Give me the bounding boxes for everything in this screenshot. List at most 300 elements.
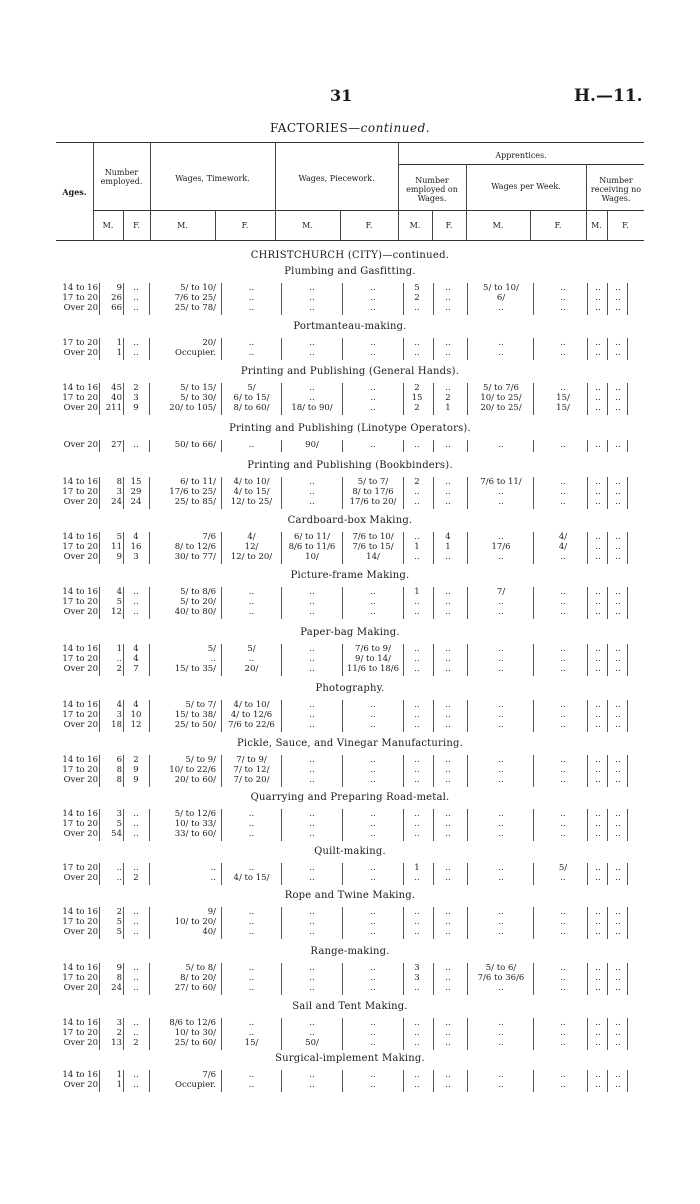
wages-week-f-cell: .. [560, 720, 566, 730]
piecework-m-cell: .. [309, 963, 315, 973]
column-rule [587, 477, 588, 509]
column-rule [607, 1018, 608, 1050]
timework-f-cell: .. [248, 338, 255, 348]
piecework-m-cell: .. [309, 973, 315, 983]
column-rule [587, 644, 588, 676]
column-rule [533, 863, 534, 885]
wages-week-f-cell: .. [560, 338, 566, 348]
age-cell: 17 to 20 [62, 765, 98, 775]
column-rule [403, 283, 404, 315]
no-wages-m-cell: .. [595, 1018, 601, 1028]
employed-f-cell: .. [133, 303, 139, 313]
column-rule [149, 283, 150, 315]
wages-week-f-cell: .. [560, 1018, 566, 1028]
column-rule [403, 440, 404, 452]
column-rule [281, 1018, 282, 1050]
piecework-m-cell: .. [309, 1080, 315, 1090]
piecework-m-cell: 6/ to 11/ [294, 532, 330, 542]
apprentice-f-cell: .. [445, 863, 451, 873]
column-rule [467, 477, 468, 509]
no-wages-f-cell: .. [615, 1018, 621, 1028]
column-rule [533, 907, 534, 939]
apprentice-f-cell: .. [445, 497, 451, 507]
timework-f-cell: .. [248, 1018, 255, 1028]
piecework-f-cell: .. [370, 607, 376, 617]
age-cell: 17 to 20 [62, 710, 98, 720]
column-rule [281, 755, 282, 787]
column-rule [221, 532, 222, 564]
wages-week-m-cell: .. [498, 720, 504, 730]
piecework-f-cell: 7/6 to 9/ [355, 644, 391, 654]
employed-f-cell: .. [133, 809, 139, 819]
column-rule [533, 283, 534, 315]
header-f: F. [133, 221, 140, 230]
no-wages-m-cell: .. [595, 775, 601, 785]
apprentice-f-cell: 1 [445, 542, 451, 552]
mf-rule [93, 210, 644, 211]
wages-week-m-cell: .. [498, 487, 504, 497]
column-rule [281, 532, 282, 564]
piecework-f-cell: .. [370, 293, 376, 303]
timework-m-cell: 20/ [202, 338, 216, 348]
wages-week-m-cell: .. [498, 532, 504, 542]
header-m: M. [591, 221, 602, 230]
employed-m-cell: 211 [105, 403, 122, 413]
wages-week-f-cell: .. [560, 1038, 566, 1048]
age-cell: 14 to 16 [62, 1018, 98, 1028]
title-continued: continued. [360, 121, 431, 135]
piecework-f-cell: .. [370, 907, 376, 917]
no-wages-f-cell: .. [615, 552, 621, 562]
piecework-m-cell: 10/ [305, 552, 319, 562]
age-cell: Over 20 [63, 440, 98, 450]
employed-m-cell: 8 [116, 477, 122, 487]
employed-f-cell: .. [133, 963, 139, 973]
apprentice-f-cell: .. [445, 1080, 451, 1090]
piecework-m-cell: .. [309, 664, 315, 674]
employed-m-cell: 3 [116, 809, 122, 819]
piecework-f-cell: .. [370, 700, 376, 710]
header-number-employed: Number employed. [100, 168, 143, 186]
employed-m-cell: 5 [116, 917, 122, 927]
employed-m-cell: 2 [116, 907, 122, 917]
no-wages-m-cell: .. [595, 403, 601, 413]
table-row [0, 983, 700, 994]
timework-m-cell: .. [210, 863, 216, 873]
piecework-m-cell: .. [309, 829, 315, 839]
piecework-f-cell: .. [370, 927, 376, 937]
column-rule [533, 532, 534, 564]
piecework-f-cell: .. [370, 440, 376, 450]
piecework-f-cell: .. [370, 863, 376, 873]
column-rule [99, 1018, 100, 1050]
employed-m-cell: 66 [111, 303, 122, 313]
no-wages-f-cell: .. [615, 873, 621, 883]
column-rule [149, 338, 150, 360]
employed-m-cell: 12 [111, 607, 122, 617]
column-rule [587, 338, 588, 360]
timework-f-cell: 7/ to 12/ [233, 765, 270, 775]
section-title: Cardboard-box Making. [287, 515, 413, 526]
wages-week-f-cell: .. [560, 664, 566, 674]
column-rule [433, 963, 434, 995]
wages-week-m-cell: .. [498, 755, 504, 765]
age-cell: 17 to 20 [62, 654, 98, 664]
piecework-f-cell: .. [370, 775, 376, 785]
column-rule [99, 283, 100, 315]
piecework-m-cell: .. [309, 283, 315, 293]
column-rule [99, 1070, 100, 1092]
employed-f-cell: .. [133, 1080, 139, 1090]
column-rule [123, 587, 124, 619]
no-wages-m-cell: .. [595, 755, 601, 765]
column-rule [342, 477, 343, 509]
column-rule [123, 809, 124, 841]
column-rule [123, 863, 124, 885]
age-cell: Over 20 [63, 1038, 98, 1048]
timework-f-cell: 5/ [247, 383, 256, 393]
timework-f-cell: 15/ [244, 1038, 259, 1048]
no-wages-f-cell: .. [615, 283, 621, 293]
piecework-f-cell: .. [370, 1018, 376, 1028]
header-apprentices: Apprentices. [495, 151, 547, 160]
no-wages-m-cell: .. [595, 829, 601, 839]
employed-m-cell: 26 [111, 293, 122, 303]
apprentice-f-cell: .. [445, 607, 451, 617]
wages-week-f-cell: .. [560, 765, 566, 775]
apprentice-f-cell: .. [445, 664, 451, 674]
piecework-m-cell: .. [309, 873, 315, 883]
column-rule [221, 1018, 222, 1050]
column-rule [467, 755, 468, 787]
timework-f-cell: .. [248, 927, 255, 937]
column-rule [342, 755, 343, 787]
employed-f-cell: .. [133, 293, 139, 303]
no-wages-m-cell: .. [595, 644, 601, 654]
column-rule [149, 644, 150, 676]
no-wages-m-cell: .. [595, 907, 601, 917]
piecework-m-cell: .. [309, 1028, 315, 1038]
apprentice-f-cell: .. [445, 755, 451, 765]
timework-m-cell: 5/ to 12/6 [174, 809, 216, 819]
wages-week-f-cell: .. [560, 440, 566, 450]
header-bottom-rule [56, 240, 644, 241]
age-cell: 17 to 20 [62, 597, 98, 607]
column-rule [342, 587, 343, 619]
timework-f-cell: 4/ to 15/ [233, 487, 270, 497]
wages-week-m-cell: .. [498, 829, 504, 839]
piecework-m-cell: .. [309, 383, 315, 393]
employed-f-cell: .. [133, 348, 139, 358]
employed-m-cell: .. [116, 873, 122, 883]
apprentice-m-cell: 2 [414, 403, 420, 413]
apprentice-m-cell: .. [414, 1080, 420, 1090]
no-wages-f-cell: .. [615, 819, 621, 829]
employed-m-cell: 5 [116, 819, 122, 829]
no-wages-f-cell: .. [615, 654, 621, 664]
column-rule [342, 700, 343, 732]
header-top-rule [56, 142, 644, 143]
apprentice-m-cell: .. [414, 809, 420, 819]
table-row [0, 1038, 700, 1049]
piecework-m-cell: .. [309, 819, 315, 829]
apprentice-m-cell: .. [414, 552, 420, 562]
no-wages-m-cell: .. [595, 477, 601, 487]
column-rule [467, 383, 468, 415]
column-rule [221, 963, 222, 995]
apprentice-f-cell: .. [445, 765, 451, 775]
timework-m-cell: 8/6 to 12/6 [169, 1018, 216, 1028]
employed-m-cell: 3 [116, 1018, 122, 1028]
age-cell: 14 to 16 [62, 477, 98, 487]
column-rule [587, 532, 588, 564]
timework-m-cell: 5/ [207, 644, 216, 654]
piecework-f-cell: .. [370, 303, 376, 313]
wages-week-m-cell: .. [498, 907, 504, 917]
employed-f-cell: 3 [133, 393, 139, 403]
apprentice-m-cell: .. [414, 532, 420, 542]
apprentice-f-cell: .. [445, 348, 451, 358]
piecework-f-cell: .. [370, 710, 376, 720]
column-rule [123, 283, 124, 315]
column-rule [281, 1070, 282, 1092]
piecework-m-cell: .. [309, 775, 315, 785]
employed-m-cell: 6 [116, 755, 122, 765]
no-wages-m-cell: .. [595, 283, 601, 293]
table-row [0, 497, 700, 508]
no-wages-f-cell: .. [615, 809, 621, 819]
column-rule [149, 700, 150, 732]
column-rule [149, 383, 150, 415]
piecework-m-cell: .. [309, 497, 315, 507]
column-rule [607, 477, 608, 509]
column-rule [123, 338, 124, 360]
apprentice-m-cell: 1 [414, 542, 420, 552]
column-rule [467, 809, 468, 841]
column-rule [342, 338, 343, 360]
wages-week-f-cell: .. [560, 700, 566, 710]
timework-f-cell: 8/ to 60/ [233, 403, 270, 413]
employed-f-cell: 4 [133, 700, 139, 710]
column-rule [587, 863, 588, 885]
column-rule [342, 809, 343, 841]
column-rule [403, 907, 404, 939]
column-rule [149, 809, 150, 841]
section-title: Printing and Publishing (Linotype Operators). [229, 423, 471, 434]
header-f: F. [241, 221, 249, 230]
apprentice-m-cell: .. [414, 720, 420, 730]
column-rule [587, 587, 588, 619]
no-wages-m-cell: .. [595, 983, 601, 993]
column-rule [149, 907, 150, 939]
column-rule [587, 907, 588, 939]
apprentice-f-cell: .. [445, 338, 451, 348]
timework-f-cell: 4/ to 10/ [233, 700, 270, 710]
age-cell: 17 to 20 [62, 338, 98, 348]
column-rule [149, 532, 150, 564]
employed-f-cell: 15 [130, 477, 142, 487]
piecework-f-cell: .. [370, 1028, 376, 1038]
column-rule [281, 477, 282, 509]
wages-week-m-cell: 7/6 to 11/ [480, 477, 522, 487]
timework-m-cell: 5/ to 30/ [180, 393, 216, 403]
column-rule [627, 755, 628, 787]
no-wages-m-cell: .. [595, 587, 601, 597]
column-rule [281, 907, 282, 939]
column-rule [627, 963, 628, 995]
apprentice-f-cell: .. [445, 907, 451, 917]
timework-f-cell: 12/ [244, 542, 259, 552]
section-title: Rope and Twine Making. [284, 890, 416, 901]
apprentice-f-cell: .. [445, 440, 451, 450]
no-wages-f-cell: .. [615, 1038, 621, 1048]
no-wages-m-cell: .. [595, 700, 601, 710]
no-wages-m-cell: .. [595, 973, 601, 983]
age-cell: 17 to 20 [62, 393, 98, 403]
piecework-f-cell: 11/6 to 18/6 [346, 664, 400, 674]
wages-week-m-cell: .. [498, 644, 504, 654]
column-rule [433, 477, 434, 509]
apprentice-f-cell: .. [445, 654, 451, 664]
timework-m-cell: 7/6 [202, 532, 216, 542]
column-rule [433, 907, 434, 939]
no-wages-f-cell: .. [615, 293, 621, 303]
column-rule [99, 644, 100, 676]
timework-m-cell: 10/ to 30/ [174, 1028, 216, 1038]
apprentice-f-cell: .. [445, 1070, 451, 1080]
column-rule [467, 532, 468, 564]
column-rule [627, 587, 628, 619]
column-rule [403, 700, 404, 732]
timework-f-cell: .. [248, 1070, 255, 1080]
age-cell: 14 to 16 [62, 283, 98, 293]
wages-week-f-cell: .. [560, 907, 566, 917]
apprentice-f-cell: .. [445, 487, 451, 497]
piecework-f-cell: .. [370, 393, 376, 403]
no-wages-m-cell: .. [595, 765, 601, 775]
timework-f-cell: 7/ to 20/ [233, 775, 270, 785]
column-rule [99, 755, 100, 787]
timework-f-cell: .. [248, 973, 255, 983]
piecework-f-cell: .. [370, 587, 376, 597]
timework-m-cell: .. [210, 654, 216, 664]
column-rule [433, 755, 434, 787]
no-wages-f-cell: .. [615, 597, 621, 607]
employed-m-cell: 4 [116, 587, 122, 597]
timework-m-cell: 40/ [202, 927, 216, 937]
no-wages-f-cell: .. [615, 829, 621, 839]
column-rule [467, 907, 468, 939]
piecework-m-cell: .. [309, 654, 315, 664]
age-cell: Over 20 [63, 829, 98, 839]
wages-week-f-cell: .. [560, 654, 566, 664]
column-rule [281, 700, 282, 732]
employed-f-cell: .. [133, 983, 139, 993]
no-wages-f-cell: .. [615, 775, 621, 785]
apprentice-m-cell: .. [414, 700, 420, 710]
column-rule [99, 440, 100, 452]
timework-m-cell: 30/ to 77/ [174, 552, 216, 562]
employed-m-cell: .. [116, 654, 122, 664]
no-wages-f-cell: .. [615, 348, 621, 358]
timework-m-cell: 27/ to 60/ [174, 983, 216, 993]
no-wages-f-cell: .. [615, 487, 621, 497]
employed-f-cell: .. [133, 587, 139, 597]
employed-m-cell: 3 [116, 487, 122, 497]
column-rule [403, 644, 404, 676]
column-rule [221, 863, 222, 885]
apprentice-m-cell: .. [414, 819, 420, 829]
column-rule [403, 809, 404, 841]
timework-f-cell: .. [248, 654, 255, 664]
employed-f-cell: .. [133, 1028, 139, 1038]
wages-week-f-cell: 5/ [558, 863, 568, 873]
table-row [0, 440, 700, 451]
piecework-f-cell: .. [370, 819, 376, 829]
employed-f-cell: 10 [130, 710, 142, 720]
section-title: Sail and Tent Making. [292, 1001, 408, 1012]
section-title: Printing and Publishing (General Hands). [240, 366, 460, 377]
wages-week-m-cell: 6/ [496, 293, 506, 303]
header-f: F. [622, 221, 629, 230]
no-wages-f-cell: .. [615, 497, 621, 507]
employed-f-cell: .. [133, 338, 139, 348]
no-wages-f-cell: .. [615, 963, 621, 973]
column-rule [467, 863, 468, 885]
column-rule [627, 644, 628, 676]
timework-m-cell: 5/ to 20/ [180, 597, 216, 607]
column-rule [123, 383, 124, 415]
no-wages-m-cell: .. [595, 1080, 601, 1090]
header-m: M. [409, 221, 421, 230]
wages-week-m-cell: .. [498, 664, 504, 674]
apprentice-m-cell: .. [414, 829, 420, 839]
column-rule [342, 383, 343, 415]
age-cell: Over 20 [63, 873, 98, 883]
column-rule [627, 700, 628, 732]
apprentice-m-cell: .. [414, 497, 420, 507]
employed-f-cell: .. [133, 819, 139, 829]
no-wages-f-cell: .. [615, 477, 621, 487]
age-cell: 17 to 20 [62, 917, 98, 927]
age-cell: 14 to 16 [62, 383, 98, 393]
column-rule [342, 440, 343, 452]
employed-m-cell: 27 [111, 440, 122, 450]
column-rule [433, 338, 434, 360]
apprentice-f-cell: .. [445, 587, 451, 597]
apprentice-f-cell: .. [445, 829, 451, 839]
no-wages-f-cell: .. [615, 1028, 621, 1038]
timework-m-cell: Occupier. [175, 348, 216, 358]
column-rule [433, 863, 434, 885]
column-rule [281, 338, 282, 360]
piecework-m-cell: .. [309, 1018, 315, 1028]
apprentice-f-cell: .. [445, 283, 451, 293]
timework-m-cell: 7/6 [202, 1070, 216, 1080]
wages-week-f-cell: 4/ [558, 542, 568, 552]
piecework-f-cell: .. [370, 917, 376, 927]
timework-m-cell: 7/6 to 25/ [174, 293, 216, 303]
age-cell: Over 20 [63, 303, 98, 313]
wages-week-f-cell: .. [560, 1070, 566, 1080]
apprentice-f-cell: .. [445, 963, 451, 973]
wages-week-f-cell: .. [560, 477, 566, 487]
wages-week-m-cell: .. [498, 497, 504, 507]
employed-f-cell: .. [133, 440, 139, 450]
wages-week-m-cell: .. [498, 775, 504, 785]
column-rule [533, 587, 534, 619]
wages-week-f-cell: .. [560, 293, 566, 303]
